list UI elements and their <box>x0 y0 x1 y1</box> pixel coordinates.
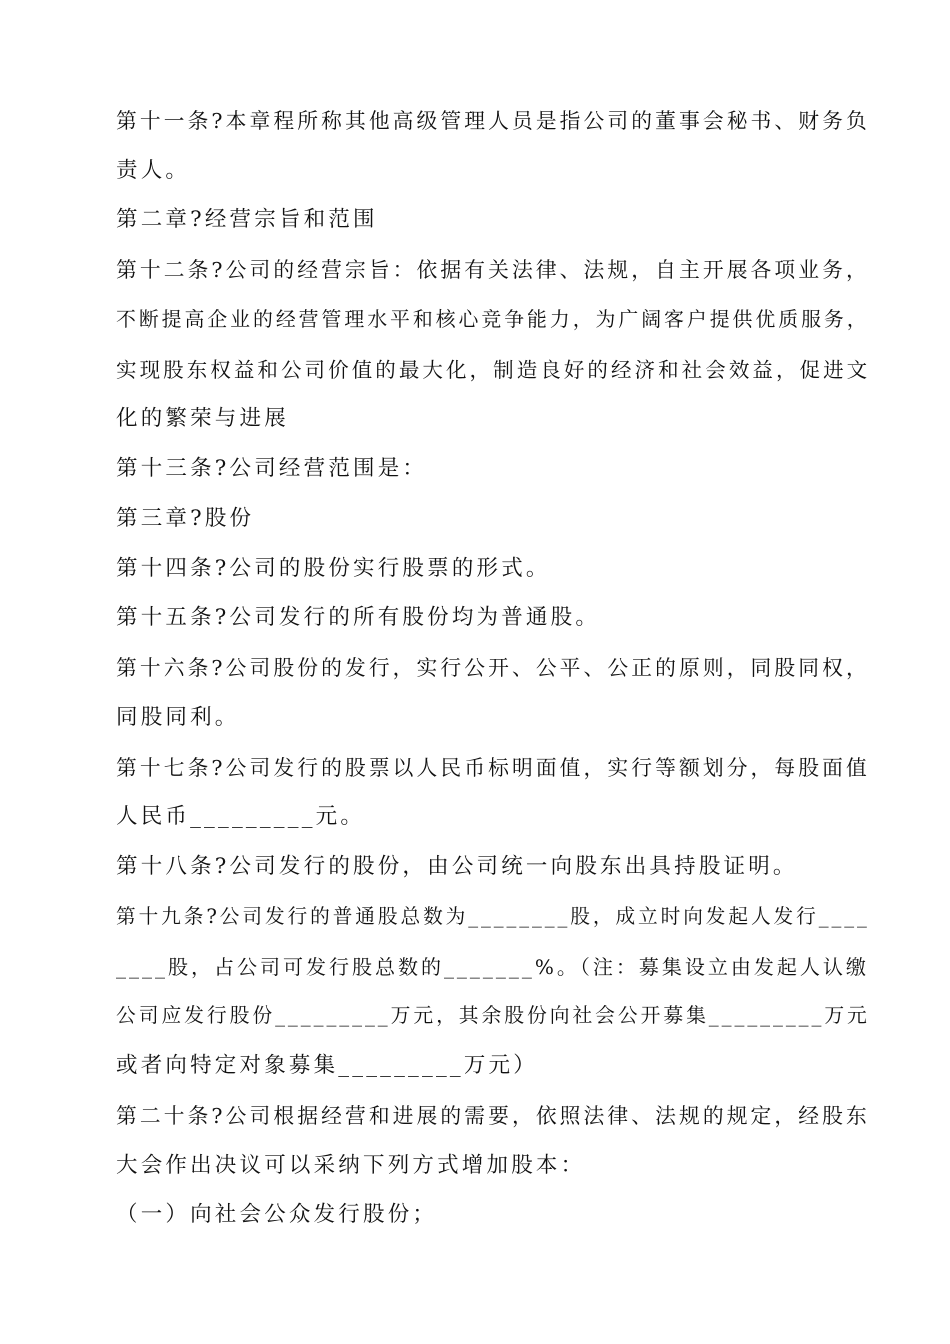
text-line: 第十四条?公司的股份实行股票的形式。 <box>116 556 551 581</box>
text-line: （一）向社会公众发行股份； <box>116 1202 438 1227</box>
text-line: 第十八条?公司发行的股份，由公司统一向股东出具持股证明。 <box>116 854 798 879</box>
text-line: 大会作出决议可以采纳下列方式增加股本： <box>116 1153 586 1178</box>
text-line: 第十七条?公司发行的股票以人民币标明面值，实行等额划分，每股面值 <box>116 756 870 780</box>
text-line: 人民币_________元。 <box>116 804 366 829</box>
text-line: 第十二条?公司的经营宗旨：依据有关法律、法规，自主开展各项业务， <box>116 258 870 282</box>
text-line: 化的繁荣与进展 <box>116 406 289 431</box>
text-line: 第十一条?本章程所称其他高级管理人员是指公司的董事会秘书、财务负 <box>116 109 870 133</box>
text-line: 第十三条?公司经营范围是： <box>116 456 428 481</box>
text-line: ____股，占公司可发行股总数的_______%。（注：募集设立由发起人认缴 <box>116 955 869 979</box>
text-line: 第十五条?公司发行的所有股份均为普通股。 <box>116 605 601 630</box>
section-heading: 第二章?经营宗旨和范围 <box>116 207 378 232</box>
text-line: 第十六条?公司股份的发行，实行公开、公平、公正的原则，同股同权， <box>116 656 870 680</box>
text-line: 不断提高企业的经营管理水平和核心竞争能力，为广阔客户提供优质服务， <box>116 308 870 331</box>
text-line: 或者向特定对象募集_________万元） <box>116 1053 538 1078</box>
text-line: 责人。 <box>116 158 191 183</box>
text-line: 第十九条?公司发行的普通股总数为________股，成立时向发起人发行____ <box>116 905 870 928</box>
text-line: 实现股东权益和公司价值的最大化，制造良好的经济和社会效益，促进文 <box>116 358 871 382</box>
text-line: 同股同利。 <box>116 705 240 730</box>
text-line: 公司应发行股份_________万元，其余股份向社会公开募集_________万元 <box>116 1004 870 1027</box>
section-heading: 第三章?股份 <box>116 506 255 531</box>
text-line: 第二十条?公司根据经营和进展的需要，依照法律、法规的规定，经股东 <box>116 1104 870 1128</box>
